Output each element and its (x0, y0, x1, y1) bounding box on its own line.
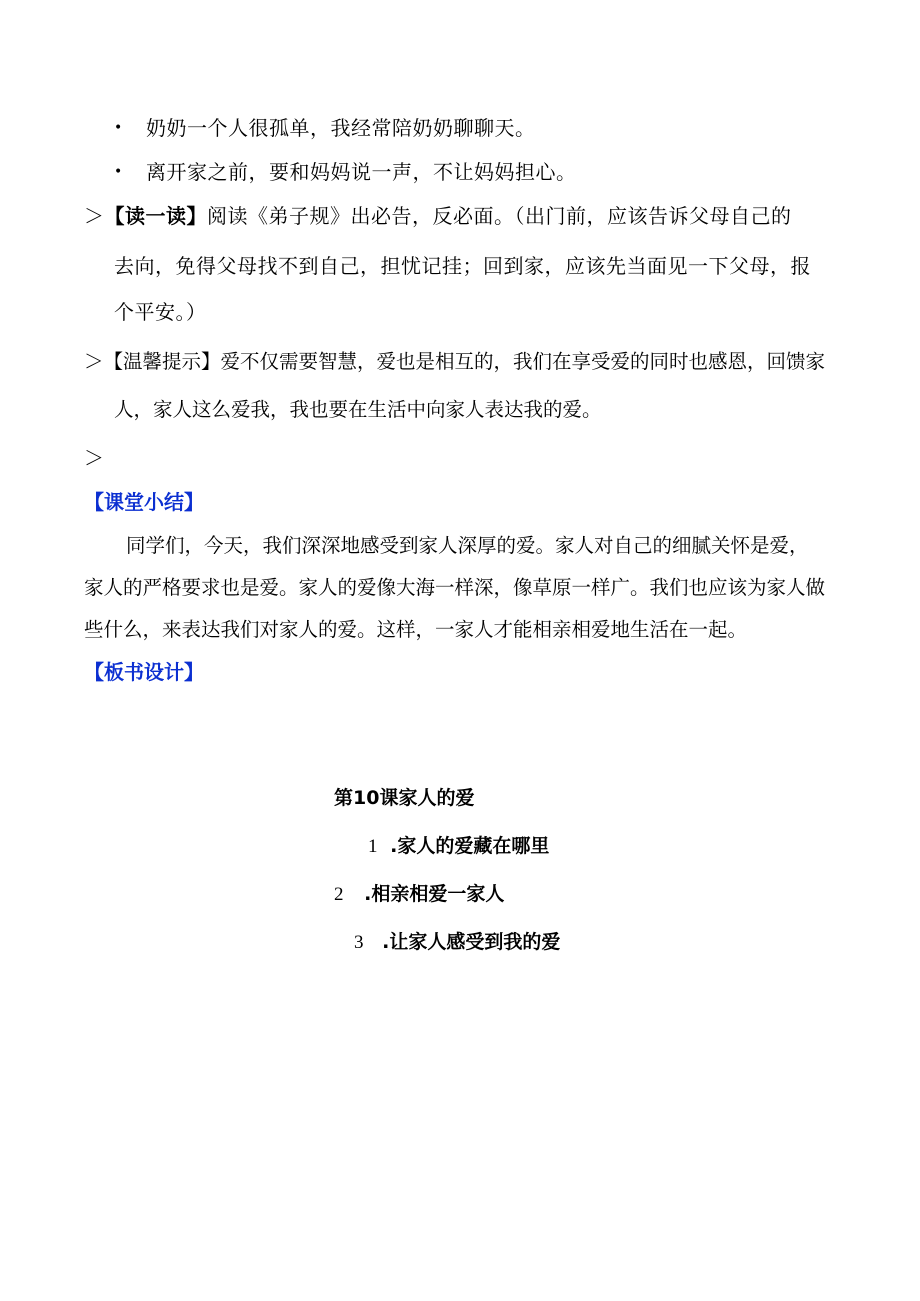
read-line-2: 去向，免得父母找不到自己，担忧记挂；回到家，应该先当面见一下父母，报 (114, 254, 811, 278)
board-item-1 (368, 832, 549, 861)
bullet-item-leave-home: 离开家之前，要和妈妈说一声，不让妈妈担心。 (146, 160, 577, 184)
read-line-3: 个平安。） (114, 300, 207, 324)
read-label: 【读一读】 (104, 204, 207, 228)
board-item-number: 1 (368, 836, 378, 857)
read-text-1: 阅读《弟子规》出必告，反必面。（出门前，应该告诉父母自己的 (207, 204, 792, 228)
summary-line-1: 同学们，今天，我们深深地感受到家人深厚的爱。家人对自己的细腻关怀是爱， (126, 534, 809, 557)
bullet-item-grandma: 奶奶一个人很孤单，我经常陪奶奶聊聊天。 (146, 116, 536, 140)
arrow-marker: ＞ (84, 350, 104, 373)
board-title-text: 第10课家人的爱 (334, 787, 475, 809)
arrow-marker: ＞ (84, 204, 105, 228)
summary-heading: 【课堂小结】 (84, 490, 204, 514)
read-line-1 (84, 202, 792, 230)
board-item-number: 2 (334, 884, 344, 905)
board-title (334, 784, 474, 812)
board-item-text: .相亲相爱一家人 (364, 883, 505, 905)
summary-line-3: 些什么，来表达我们对家人的爱。这样，一家人才能相亲相爱地生活在一起。 (84, 618, 748, 641)
tip-line-1 (84, 348, 825, 376)
bullet-dot: • (114, 164, 123, 180)
board-item-2 (334, 880, 504, 909)
board-design-heading: 【板书设计】 (84, 660, 204, 684)
board-item-text: .让家人感受到我的爱 (382, 931, 561, 953)
board-item-number: 3 (354, 932, 364, 953)
tip-line-2: 人，家人这么爱我，我也要在生活中向家人表达我的爱。 (114, 398, 602, 421)
board-item-text: .家人的爱藏在哪里 (390, 835, 550, 857)
tip-text-1: 爱不仅需要智慧，爱也是相互的，我们在享受爱的同时也感恩，回馈家 (220, 350, 826, 373)
arrow-marker-empty: ＞ (84, 446, 104, 470)
summary-line-2: 家人的严格要求也是爱。家人的爱像大海一样深，像草原一样广。我们也应该为家人做 (84, 576, 826, 599)
bullet-dot: • (114, 120, 123, 136)
board-item-3 (354, 928, 560, 957)
tip-label: 【温馨提示】 (103, 350, 221, 373)
